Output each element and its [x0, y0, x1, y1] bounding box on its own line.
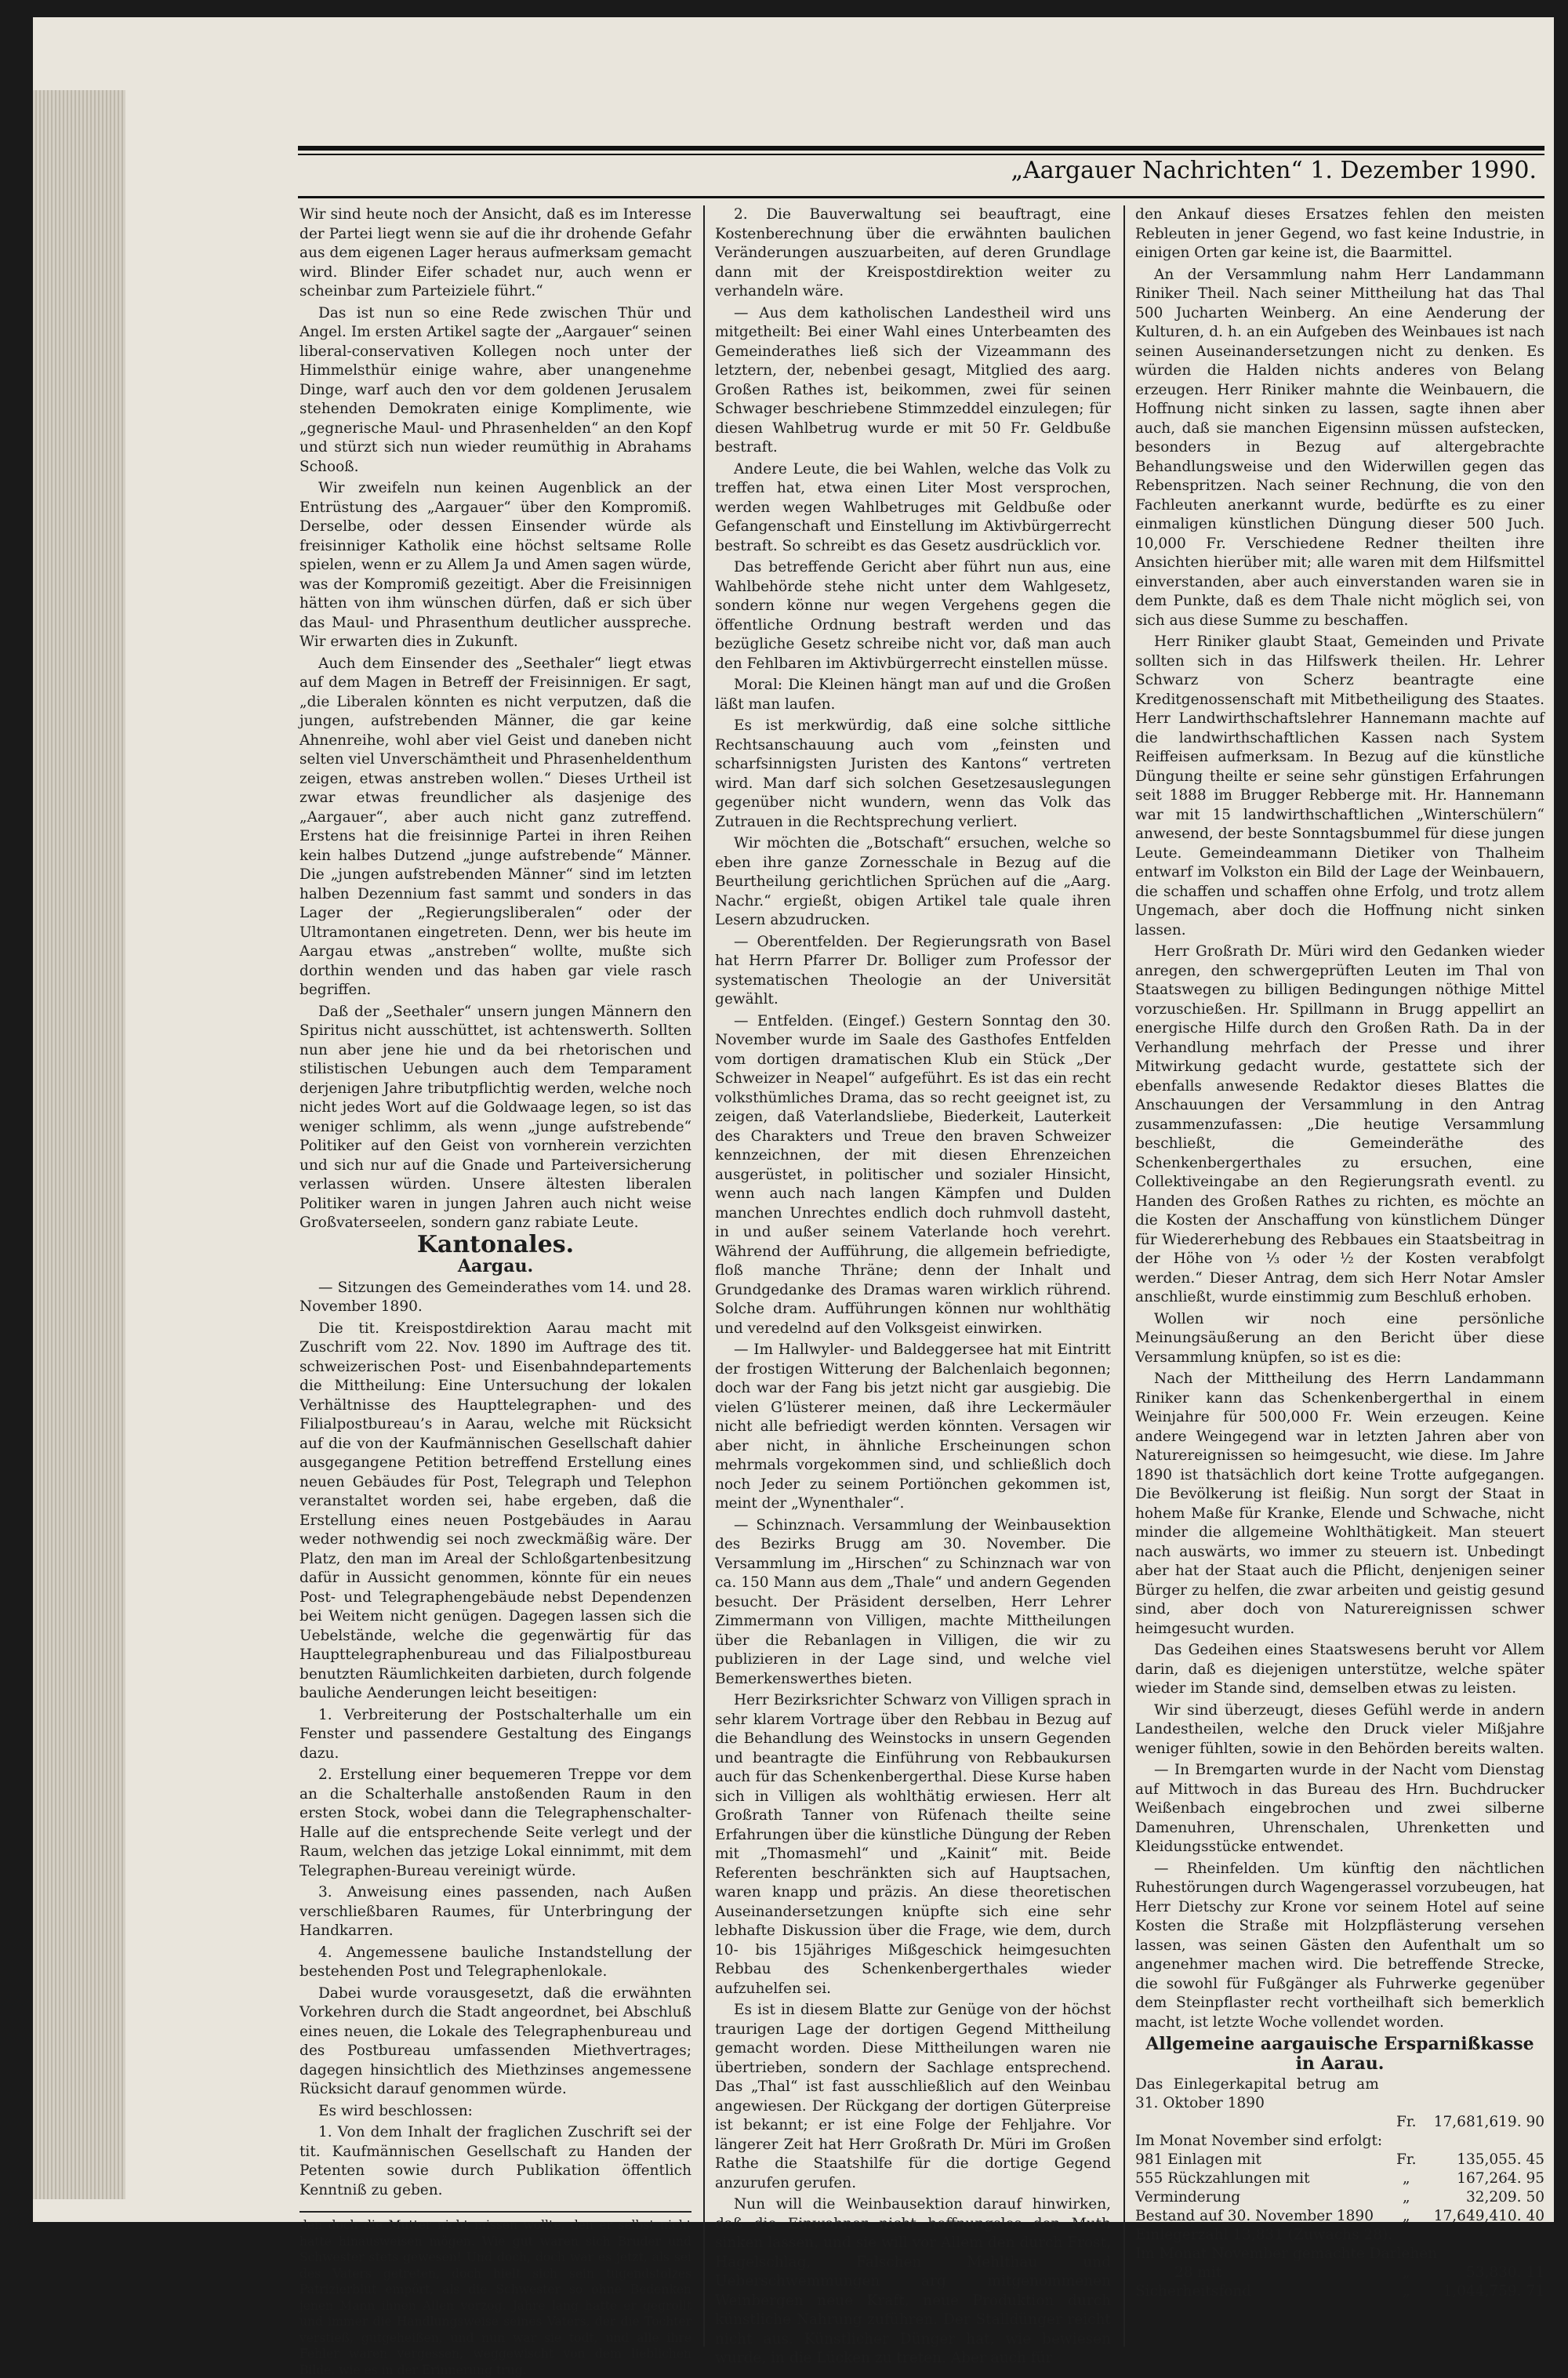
col3-paragraph: Nach der Mittheilung des Herrn Landammann Riniker kann das Schenkenbergerthal in einem Weinjahre für 500,000 Fr. Wein erzeugen. Keine andere Weingegend war in letzten Jahren aber von Naturereignissen so heimgesucht, wie diese. Im Jahre 1890 ist thatsächlich dort keine Trotte aufgegangen. Die Bevölkerung ist fleißig. Nun sorgt der Staat in hohem Maße für Kranke, Elende und Schwache, nicht minder die allgemeine Wohlthätigkeit. Man steuert nach auswärts, wo immer zu steuern ist. Unbedingt aber hat der Staat auch die Pflicht, denjenigen seiner Bürger zu helfen, die zwar arbeiten und geistig gesund sind, aber doch von Naturereignissen schwer heimgesucht wurden.: [1135, 1371, 1544, 1637]
col3-paragraph: — In Bremgarten wurde in der Nacht vom Dienstag auf Mittwoch in das Bureau des Hrn. Buchdrucker Weißenbach eingebrochen und zwei silberne Damenuhren, Uhrenschalen, Uhrenketten und Kleidungsstücke entwendet.: [1135, 1762, 1544, 1855]
col2-paragraph: Nun will die Weinbausektion darauf hinwirken, daß die Einwohner nicht hoffnungslos den Muth sinken lassen, und sie will vor Allem den durch Frost, Hagelschlag, Falschen Mehlthau und Ueberschwemmungen arg mitgenommenen Weinbergen neue Kraft, neue Produktion durch künstliche Nahrung zuführen. Der Stalldünger reicht nicht aus. Künstlicher Dünger hat, wie bewiesen wurde, in die Lücken zu treten. Aber auch für: [715, 2196, 1111, 2366]
finance-label: Im Monat November gemachte Darlehen: [1135, 2245, 1438, 2262]
finance-row-intro-value: [1135, 2113, 1544, 2132]
feuilleton-text: [299, 2217, 691, 2378]
col1-paragraph: Dabei wurde vorausgesetzt, daß die erwähnten Vorkehren durch die Stadt angeordnet, bei Abschluß eines neuen, die Lokale des Telegraphenbureau und des Postbureau umfassenden Miethvertrages; dagegen hinsichtlich des Miethzinses angemessene Rücksicht darauf genommen würde.: [299, 1984, 691, 2097]
finance-value: 167,264. 95: [1457, 2170, 1544, 2187]
col3-paragraph: Wollen wir noch eine persönliche Meinungsäußerung an den Bericht über diese Versammlung knüpfen, so ist es die:: [1135, 1310, 1544, 1366]
col3-paragraph: Das Gedeihen eines Staatswesens beruht vor Allem darin, daß es diejenigen unterstütze, welche später wieder im Stande sind, demselben etwas zu leisten.: [1135, 1642, 1544, 1697]
col3-paragraph: Herr Großrath Dr. Müri wird den Gedanken wieder anregen, den schwergeprüften Leuten im Thal von Staatswegen zu billigen Bedingungen nöthige Mittel vorzuschießen. Hr. Spillmann in Brugg appellirt an energische Hilfe durch den Großen Rath. Da in der Verhandlung mehrfach der Presse und ihrer Mitwirkung gedacht wurde, gestattete sich der ebenfalls anwesende Redaktor dieses Blattes die Anschauungen der Versammlung in den Antrag zusammenzufassen: „Die heutige Versammlung beschließt, die Gemeinderäthe des Schenkenbergerthales zu ersuchen, eine Collektiveingabe an den Regierungsrath eventl. zu Handen des Großen Rathes zu richten, es möchte an die Kosten der Anschaffung von künstlichem Dünger für Wiedererhebung des Rebbaues ein Staatsbeitrag in der Höhe von ⅓ oder ½ der Kosten verabfolgt werden.“ Dieser Antrag, dem sich Herr Notar Amsler anschließt, wurde einstimmig zum Beschluß erhoben.: [1135, 943, 1544, 1305]
page-header: „Aargauer Nachrichten“ 1. Dezember 1990.: [1011, 157, 1537, 184]
finance-value: 17,681,619. 90: [1433, 2114, 1544, 2130]
finance-label: Einlegerzahl 13,831 (Zuwachs 28).: [1135, 2227, 1393, 2243]
finance-row: [1135, 2169, 1544, 2188]
finance-label: Das Einlegerkapital betrug am 31. Oktober 1890: [1135, 2076, 1379, 2111]
finance-label: Sicherheitsfond: [1135, 2283, 1252, 2300]
finance-row-intro: [1135, 2075, 1544, 2113]
finance-row-darlehen: [1135, 2264, 1544, 2282]
col2-paragraph: Es ist in diesem Blatte zur Genüge von der höchst traurigen Lage der dortigen Gegend Mittheilung gemacht worden. Diese Mittheilungen waren nie übertrieben, sondern der Sachlage entsprechend. Das „Thal“ ist fast ausschließlich auf den Weinbau angewiesen. Der Rückgang der dortigen Güterpreise ist bekannt; er ist eine Folge der Fehljahre. Vor längerer Zeit hat Herr Großrath Dr. Müri im Großen Rathe die Staatshilfe für die dortige Gegend anzurufen gerufen.: [715, 2002, 1111, 2191]
finance-row-einleger: [1135, 2226, 1544, 2245]
finance-label: Bestand auf 30. November 1890: [1135, 2208, 1374, 2224]
finance-value: 135,055. 45: [1457, 2151, 1544, 2168]
column-2: [715, 205, 1111, 2366]
col1-paragraph: Die tit. Kreispostdirektion Aarau macht mit Zuschrift vom 22. Nov. 1890 im Auftrage des tit. schweizerischen Post- und Eisenbahndepartements die Mittheilung: Eine Untersuchung der lokalen Verhältnisse des Haupttelegraphen- und des Filialpostbureau’s in Aarau, welche mit Rücksicht auf die von der Kaufmännischen Gesellschaft dahier ausgegangene Petition betreffend Erstellung eines neuen Gebäudes für Post, Telegraph und Telephon veranstaltet worden sei, habe ergeben, daß die Erstellung eines neuen Postgebäudes in Aarau weder nothwendig sei noch zweckmäßig wäre. Der Platz, den man im Areal der Schloßgartenbesitzung dafür in Aussicht genommen, könnte für ein neues Post- und Telegraphengebäude nebst Dependenzen bei Weitem nicht genügen. Dagegen lassen sich die Uebelstände, welche die gegenwärtig für das Haupttelegraphenbureau und das Filialpostbureau benutzten Räumlichkeiten darbieten, durch folgende bauliche Aenderungen leicht beseitigen:: [299, 1320, 691, 1701]
col3-paragraph: Herr Riniker glaubt Staat, Gemeinden und Private sollten sich in das Hilfswerk theilen. Hr. Lehrer Schwarz von Scherz beantragte eine Kreditgenossenschaft mit Mitbetheiligung des Staates. Herr Landwirthschaftslehrer Hannemann machte auf die landwirthschaftlichen Kassen nach System Reiffeisen aufmerksam. In Bezug auf die künstliche Düngung theilte er seine sehr günstigen Erfahrungen seit 1888 im Brugger Rebberge mit. Hr. Hannemann war mit 15 landwirthschaftlichen „Winterschülern“ anwesend, der beste Sonntagsbummel für diese jungen Leute. Gemeindeammann Dietiker von Thalheim entwarf im Volkston ein Bild der Lage der Weinbauern, die schaffen und schaffen ohne Erfolg, und trotz allem Ungemach, aber doch die Hoffnung nicht sinken lassen.: [1135, 634, 1544, 938]
col2-paragraph: — Schinznach. Versammlung der Weinbausektion des Bezirks Brugg am 30. November. Die Versammlung im „Hirschen“ zu Schinznach war von ca. 150 Mann aus dem „Thale“ und andern Gegenden besucht. Der Präsident derselben, Herr Lehrer Zimmermann von Villigen, machte Mittheilungen über die Rebanlagen in Villigen, die wir zu publizieren in der Lage sind, und welche viel Bemerkenswerthes bieten.: [715, 1516, 1111, 1687]
col2-paragraph: — Im Hallwyler- und Baldeggersee hat mit Eintritt der frostigen Witterung der Balchenlaich begonnen; doch war der Fang bis jetzt nicht gar ausgiebig. Die vielen G’lüsterer meinen, daß ihre Leckermäuler nicht alle befriedigt werden könnten. Versagen wir aber nicht, in ähnliche Erscheinungen schon mehrmals vorgekommen sind, und schließlich doch noch Jeder zu seinem Portiönchen gekommen ist, meint der „Wynenthaler“.: [715, 1341, 1111, 1512]
col1-paragraph: 2. Erstellung einer bequemeren Treppe vor dem an die Schalterhalle anstoßenden Raum in den ersten Stock, wobei dann die Telegraphenschalter-Halle auf die entsprechende Seite verlegt und der Raum, welchen das jetzige Lokal einnimmt, mit dem Telegraphen-Bureau vereinigt würde.: [299, 1766, 691, 1879]
col1-paragraph: 1. Von dem Inhalt der fraglichen Zuschrift sei der tit. Kaufmännischen Gesellschaft zu Handen der Petenten sowie durch Publikation öffentlich Kenntniß zu geben.: [299, 2124, 691, 2198]
col2-paragraph: Das betreffende Gericht aber führt nun aus, eine Wahlbehörde stehe nicht unter dem Wahlgesetz, sondern könne nur wegen Vergehens gegen die öffentliche Ordnung bestraft werden und das bezügliche Gesetz schreibe nicht vor, daß man auch den Fehlbaren im Aktivbürgerrecht einstellen müsse.: [715, 559, 1111, 672]
col1-paragraph: 3. Anweisung eines passenden, nach Außen verschließbaren Raumes, für Unterbringung der Handkarren.: [299, 1884, 691, 1939]
col2-paragraph: 2. Die Bauverwaltung sei beauftragt, eine Kostenberechnung über die erwähnten baulichen Veränderungen auszuarbeiten, auf deren Grundlage dann mit der Kreispostdirektion weiter zu verhandeln wäre.: [715, 206, 1111, 300]
column-divider-1: [703, 205, 705, 2347]
header-rule-bottom: [298, 196, 1544, 198]
header-rule-thin: [298, 154, 1544, 155]
col1-paragraph: Auch dem Einsender des „Seethaler“ liegt etwas auf dem Magen in Betreff der Freisinnigen. Er sagt, „die Liberalen könnten es nicht verputzen, daß die jungen, aufstrebenden Männer, die gar keine Ahnenreihe, wohl aber viel Geist und daneben nicht selten viel Unverschämtheit und Phrasenheldenthum zeigen, etwas anstreben wollen.“ Dieses Urtheil ist zwar etwas freundlicher als dasjenige des „Aargauer“, aber auch nicht ganz zutreffend. Erstens hat die freisinnige Partei in ihren Reihen kein halbes Dutzend „junge aufstrebende“ Männer. Die „jungen aufstrebenden Männer“ sind im letzten halben Dezennium fast sammt und sonders in das Lager der „Regierungsliberalen“ oder der Ultramontanen eingetreten. Denn, wer bis heute im Aargau etwas „anstreben“ wollte, mußte sich dorthin wenden und das haben gar viele rasch begriffen.: [299, 655, 691, 998]
column-divider-2: [1123, 205, 1125, 2347]
finance-value: 17,649,410. 40: [1433, 2208, 1544, 2224]
finance-value: [1434, 2075, 1544, 2113]
finance-currency: Fr.: [1396, 2114, 1417, 2130]
finance-label: 28 mit: [1174, 2264, 1222, 2281]
finance-label: 981 Einlagen mit: [1135, 2151, 1261, 2168]
book-page-edges: [33, 90, 125, 2199]
col1-paragraph: Das ist nun so eine Rede zwischen Thür und Angel. Im ersten Artikel sagte der „Aargauer“ seinen liberal-conservativen Kollegen noch unter der Himmelsthür einige wahre, aber unangenehme Dinge, warf auch den vor dem goldenen Jerusalem stehenden Demokraten einige Komplimente, wie „gegnerische Maul- und Phrasenhelden“ an den Kopf und stürzt sich nun wieder reumüthig in Abrahams Schooß.: [299, 304, 691, 475]
feuilleton-divider: [299, 2211, 691, 2213]
col1-paragraph: Wir sind heute noch der Ansicht, daß es im Interesse der Partei liegt wenn sie auf die ihr drohende Gefahr aus dem eigenen Lager heraus aufmerksam gemacht wird. Blinder Eifer schadet nur, auch wenn er scheinbar zum Parteiziele führt.“: [299, 206, 691, 300]
col1-paragraph: 1. Verbreiterung der Postschalterhalle um ein Fenster und passendere Gestaltung des Eingangs dazu.: [299, 1706, 691, 1762]
feuilleton-paragraph: den doch die Mutter nicht missen wollte, den er selbst nicht hatte hinausweisen mögen. Wie gut waren sich Bruder und Schwester stets gewesen! Und doch, doch war es jetzt, als sei des Vaters getreten, doch hielt sich sein tugendstolzes Patrizierblut empört, als die Schwester so ohne Bedenken jenen Mann ihnen Allen vorzog. Jahre lang hatte er gegrollt und immer die Handlungsweise seines Vaters, der die Tochter verstieß, gutgeheißen, und nun war sie todt, und alle ihre Fehler waren vergessen, weggewischt von dem lieblichen Bilde, wie es in der Erinnerung trug.: [299, 2218, 691, 2377]
col3-paragraph: Wir sind überzeugt, dieses Gefühl werde in andern Landestheilen, welche den Druck vieler Mißjahre weniger fühlten, sowie in den Behörden bereits walten.: [1135, 1701, 1544, 1757]
finance-row-month: [1135, 2132, 1544, 2151]
col3-paragraph: den Ankauf dieses Ersatzes fehlen den meisten Rebleuten in jener Gegend, wo fast keine Industrie, in einigen Orten gar keine ist, die Baarmittel.: [1135, 206, 1544, 261]
col2-paragraph: — Oberentfelden. Der Regierungsrath von Basel hat Herrn Pfarrer Dr. Bolliger zum Professor der systematischen Theologie an der Universität gewählt.: [715, 933, 1111, 1007]
col2-paragraph: — Aus dem katholischen Landestheil wird uns mitgetheilt: Bei einer Wahl eines Unterbeamten des Gemeinderathes ließ sich der Vizeammann des letztern, der, nebenbei gesagt, Mitglied des aarg. Großen Rathes ist, beikommen, zwei für seinen Schwager beschriebene Stimmzeddel einzulegen; für diesen Wahlbetrug wurde er mit 50 Fr. Geldbuße bestraft.: [715, 304, 1111, 456]
col1-paragraph: Daß der „Seethaler“ unsern jungen Männern den Spiritus nicht ausschüttet, ist achtenswerth. Sollten nun aber jene hie und da bei rhetorischen und stilistischen Uebungen auch dem Temparament derjenigen Jahre tributpflichtig werden, welche noch nicht jedes Wort auf die Goldwaage legen, so ist das weniger schlimm, als wenn „junge aufstrebende“ Politiker auf den Geist von vornherein verzichten und sich nur auf die Gnade und Parteiversicherung verlassen würden. Unsere ältesten liberalen Politiker waren in jungen Jahren auch nicht weise Großvaterseelen, sondern ganz rabiate Leute.: [299, 1003, 691, 1231]
col1-paragraph: Es wird beschlossen:: [318, 2102, 473, 2119]
finance-row: [1135, 2188, 1544, 2207]
finance-currency: [1379, 2075, 1434, 2113]
col2-paragraph: Herr Bezirksrichter Schwarz von Villigen sprach in sehr klarem Vortrage über den Rebbau in Bezug auf die Behandlung des Weinstocks in unsern Gegenden und beantragte die Einführung von Rebbaukursen auch für das Schenkenbergerthal. Diese Kurse haben sich in Villigen als wohlthätig erwiesen. Herr alt Großrath Tanner von Rüfenach theilte seine Erfahrungen über die künstliche Düngung der Reben mit „Thomasmehl“ und „Kainit“ mit. Beide Referenten beschränkten sich auf Hauptsachen, waren knapp und präzis. An diese theoretischen Auseinandersetzungen knüpfte sich eine sehr lebhafte Diskussion über die Frage, wie dem, durch 10- bis 15jähriges Mißgeschick heimgesuchten Rebbau des Schenkenbergerthales wieder aufzuhelfen sei.: [715, 1692, 1111, 1997]
finance-row: [1135, 2151, 1544, 2169]
savings-bank-title: Allgemeine aargauische Ersparnißkasse in Aarau.: [1145, 2034, 1534, 2074]
col2-paragraph: — Entfelden. (Eingef.) Gestern Sonntag den 30. November wurde im Saale des Gasthofes Entfelden vom dortigen dramatischen Klub ein Stück „Der Schweizer in Neapel“ aufgeführt. Es ist das ein recht volksthümliches Drama, das so recht geeignet ist, zu zeigen, daß Vaterlandsliebe, Biederkeit, Lauterkeit des Charakters und Treue den braven Schweizer kennzeichnen, der mit diesen Ehrenzeichen ausgerüstet, in politischer und sozialer Hinsicht, wenn auch nach langen Kämpfen und Dulden manchen Unrechtes endlich doch ruhmvoll dasteht, in und außer seinem Vaterlande hoch verehrt. Während der Aufführung, die allgemein befriedigte, floß manche Thräne; denn der Inhalt und Grundgedanke des Dramas waren wirklich rührend. Solche dram. Aufführungen können nur wohlthätig und veredelnd auf den Volksgeist einwirken.: [715, 1012, 1111, 1337]
finance-row: [1135, 2207, 1544, 2226]
col3-paragraph: An der Versammlung nahm Herr Landammann Riniker Theil. Nach seiner Mittheilung hat das Thal 500 Jucharten Weinberg. An eine Aenderung der Kulturen, d. h. an ein Aufgeben des Weinbaues ist nach seinen Auseinandersetzungen nicht zu denken. Es würden die Halden nichts anderes von Belang erzeugen. Herr Riniker mahnte die Weinbauern, die Hoffnung nicht sinken zu lassen, sagte ihnen aber auch, daß sie manchen Eigensinn müssen aufstecken, besonders in Bezug auf altergebrachte Behandlungsweise und den Widerwillen gegen das Rebenspritzen. Nach seiner Rechnung, die von den Fachleuten anerkannt wurde, bedürfte es zu einer einmaligen künstlichen Düngung dieser 500 Juch. 10,000 Fr. Verschiedene Redner theilten ihre Ansichten hierüber mit; alle waren mit dem Hilfsmittel einverstanden, aber auch einverstanden waren sie in dem Punkte, daß es dem Thale nicht möglich sei, von sich aus diese Summe zu beschaffen.: [1135, 266, 1544, 629]
finance-label: [1135, 2113, 1379, 2132]
col2-paragraph: Es ist merkwürdig, daß eine solche sittliche Rechtsanschauung auch vom „feinsten und scharfsinnigsten Juristen des Kantons“ vertreten wird. Man darf sich solchen Gesetzesauslegungen gegenüber nicht wundern, wenn das Volk das Zutrauen in die Rechtsprechung verliert.: [715, 717, 1111, 830]
column-3: [1135, 205, 1544, 2347]
column-1: [299, 205, 691, 2377]
finance-currency: „: [1402, 2208, 1410, 2224]
savings-bank-table: [1135, 2075, 1544, 2301]
finance-currency: „: [1402, 2170, 1410, 2187]
col2-paragraph: Moral: Die Kleinen hängt man auf und die Großen läßt man laufen.: [715, 677, 1111, 713]
finance-value: 53,830. 11: [1465, 2264, 1544, 2281]
finance-label: Im Monat November sind erfolgt:: [1135, 2133, 1383, 2149]
finance-currency: Fr.: [1396, 2151, 1417, 2168]
header-rule-thick: [298, 146, 1544, 151]
col1-paragraph: 4. Angemessene bauliche Instandstellung der bestehenden Post und Telegraphenlokale.: [299, 1944, 691, 1980]
finance-currency: „: [1402, 2189, 1410, 2206]
col1-paragraph: — Sitzungen des Gemeinderathes vom 14. und 28. November 1890.: [299, 1279, 691, 1315]
section-title-kantonales: Kantonales.: [416, 1230, 575, 1258]
col2-paragraph: Andere Leute, die bei Wahlen, welche das Volk zu treffen hat, etwa einen Liter Most versprochen, werden wegen Wahlbetruges mit Geldbuße oder Gefangenschaft und Einstellung im Aktivbürgerrecht bestraft. So schreibt es das Gesetz ausdrücklich vor.: [715, 460, 1111, 554]
col1-paragraph: Wir zweifeln nun keinen Augenblick an der Entrüstung des „Aargauer“ über den Kompromiß. Derselbe, oder dessen Einsender würde als freisinniger Katholik eine höchst seltsame Rolle spielen, wenn er zu Allem Ja und Amen sagen würde, was der Kompromiß gezeitigt. Aber die Freisinnigen hätten von ihm wünschen dürfen, daß er sich über das Maul- und Phrasenthum deutlicher ausspreche. Wir erwarten dies in Zukunft.: [299, 480, 691, 650]
finance-currency: „: [1402, 2283, 1410, 2300]
finance-currency: „: [1402, 2264, 1410, 2281]
finance-value: 32,209. 50: [1465, 2189, 1544, 2206]
finance-row-darlehen-label: [1135, 2245, 1544, 2264]
finance-label: 555 Rückzahlungen mit: [1135, 2170, 1310, 2187]
col2-paragraph: Wir möchten die „Botschaft“ ersuchen, welche so eben ihre ganze Zornesschale in Bezug auf die Beurtheilung gerichtlichen Sprüchen auf die „Aarg. Nachr.“ ergießt, obigen Artikel tale quale ihren Lesern abzudrucken.: [715, 835, 1111, 928]
finance-row-fond: [1135, 2282, 1544, 2301]
col3-paragraph: — Rheinfelden. Um künftig den nächtlichen Ruhestörungen durch Wagengerassel vorzubeugen, hat Herr Dietschy zur Krone vor seinem Hotel auf seine Kosten die Straße mit Holzpflästerung versehen lassen, was seinen Gästen den Aufenthalt um so angenehmer machen wird. Die betreffende Strecke, die sowohl für Fußgänger als Fuhrwerke gegenüber dem Steinpflaster recht vortheilhaft sich bemerklich macht, ist letzte Woche vollendet worden.: [1135, 1860, 1544, 2031]
finance-label: Verminderung: [1135, 2189, 1241, 2206]
section-subtitle-aargau: Aargau.: [457, 1256, 534, 1276]
finance-value: 1,044,759. 71: [1443, 2283, 1544, 2300]
